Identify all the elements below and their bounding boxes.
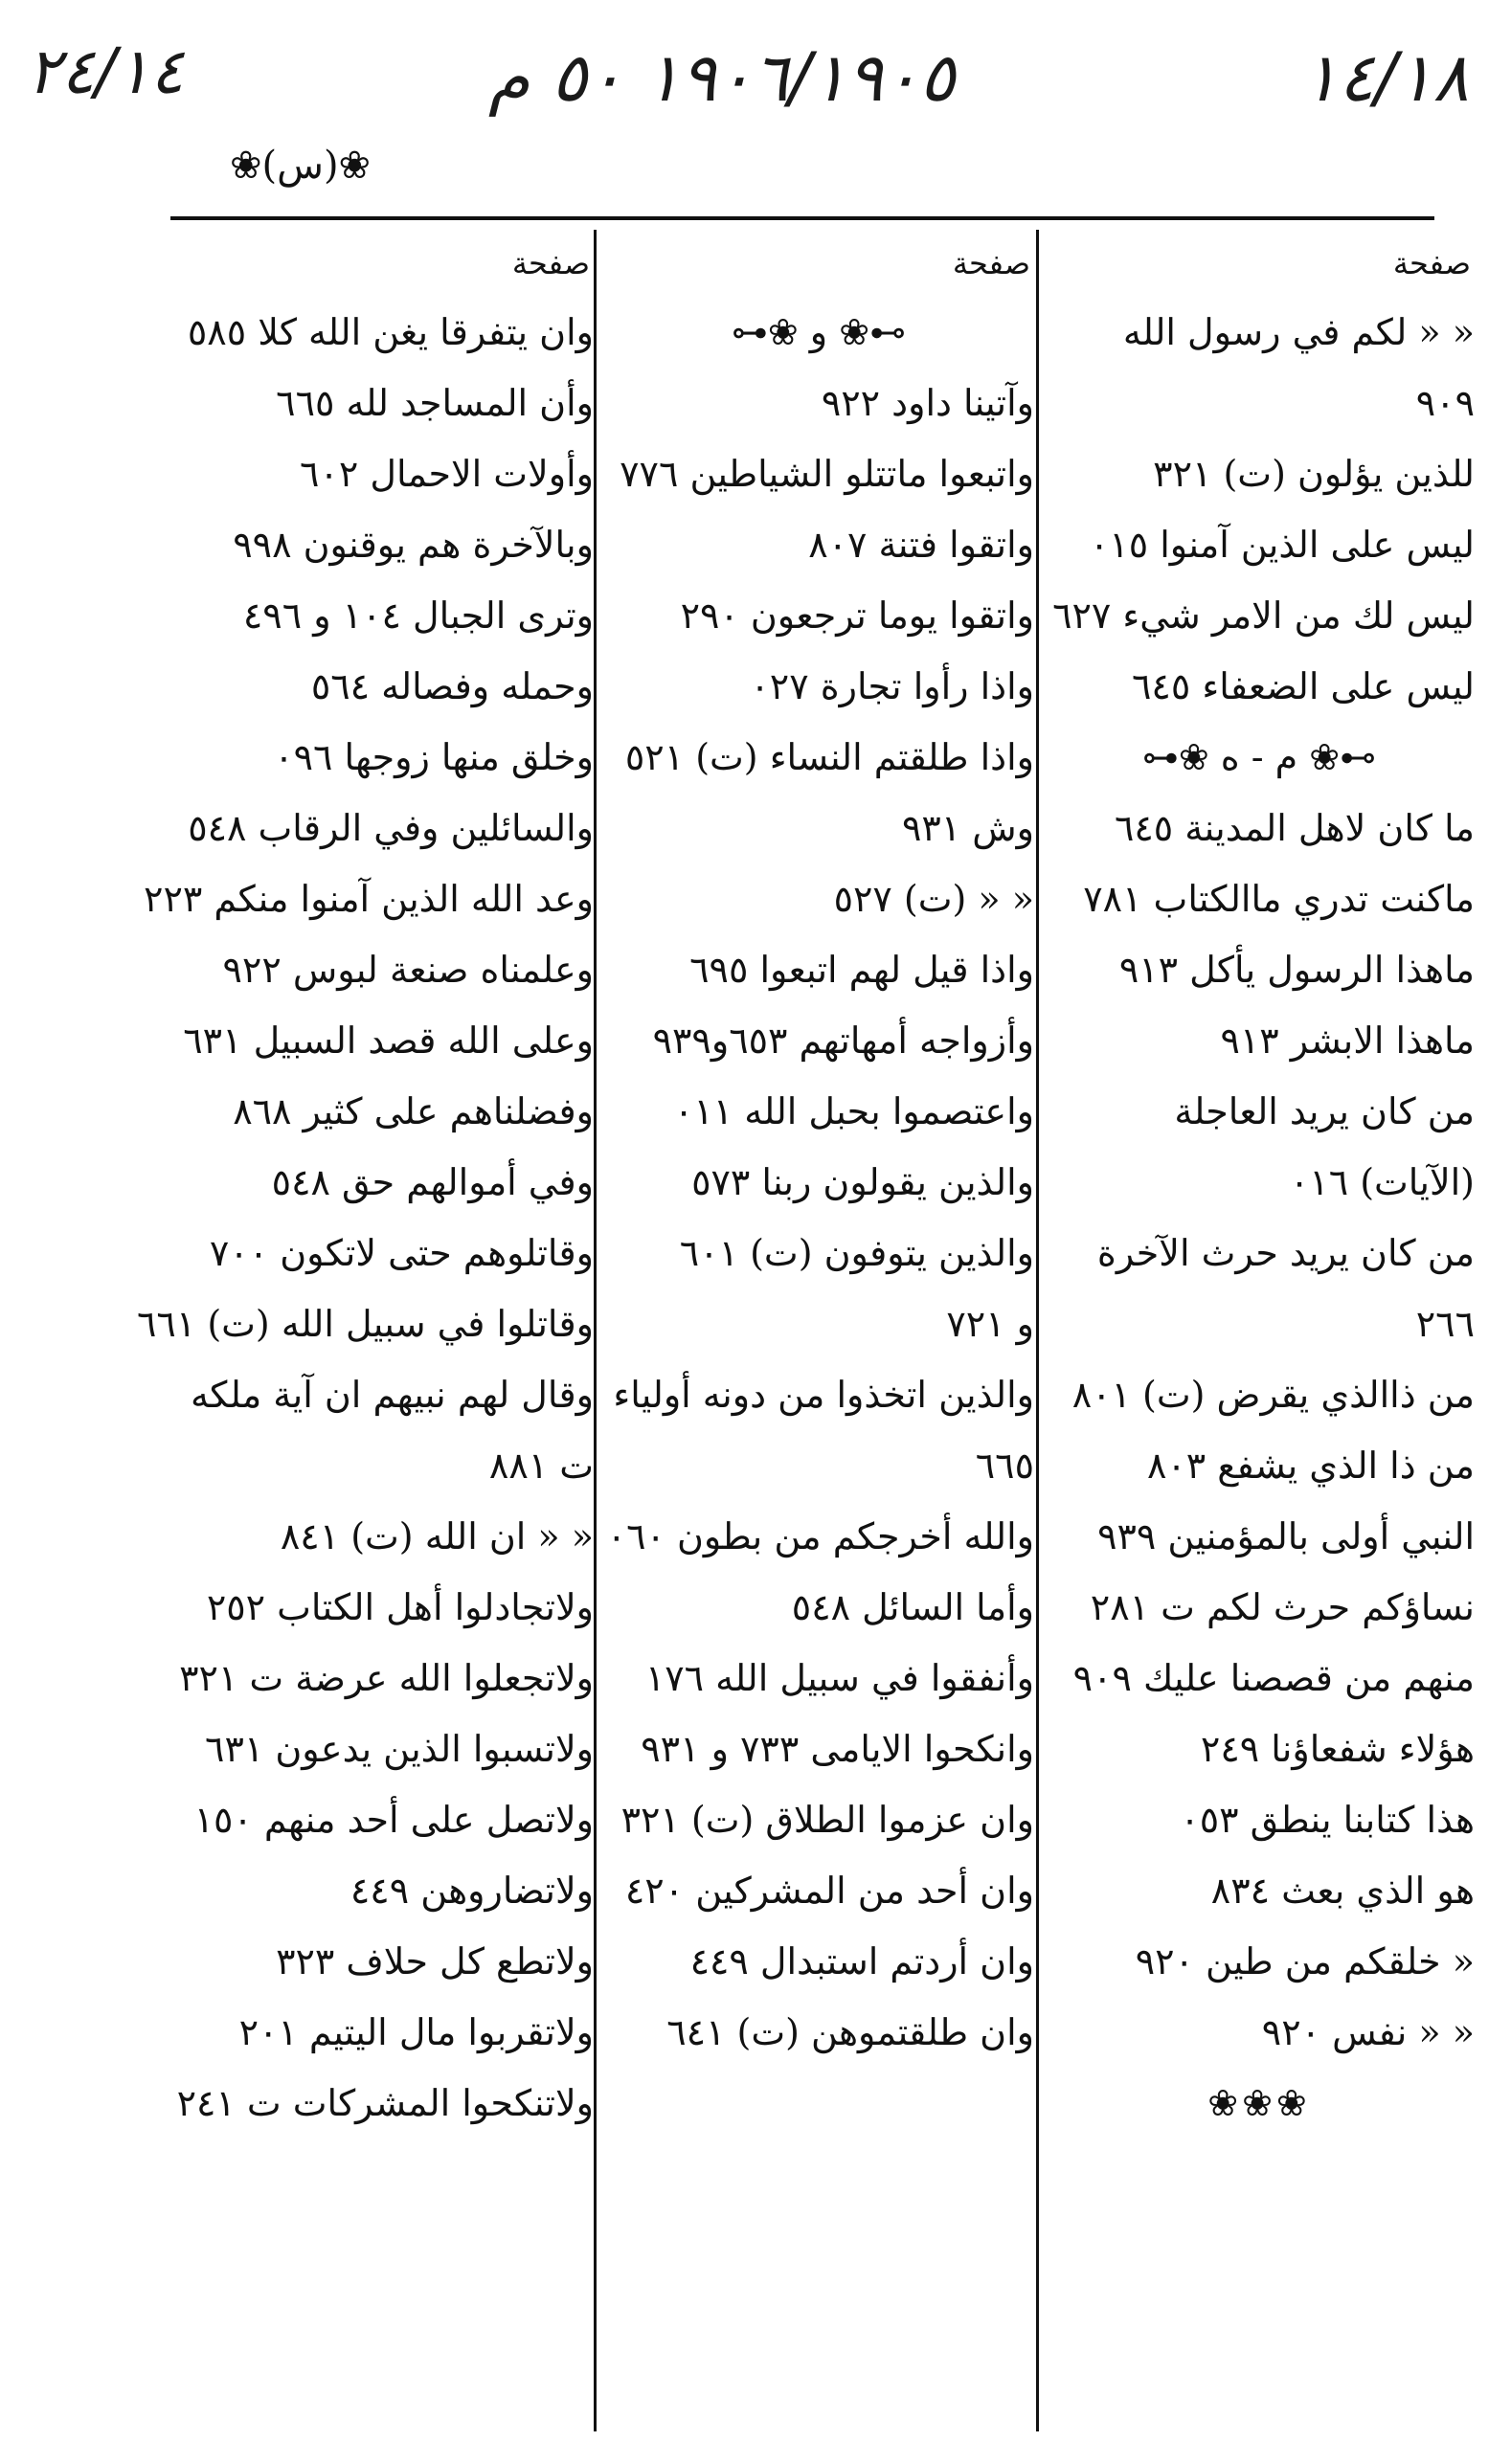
column-header: صفحة <box>511 245 590 281</box>
index-entry: ولاتجعلوا الله عرضة ت ٣٢١ <box>179 1657 594 1699</box>
index-entry: ⊶❀ و ❀⊷ <box>731 311 907 353</box>
index-entry: وان أحد من المشركين ٤٢٠ <box>624 1870 1034 1912</box>
page-signature: ❀(س)❀ <box>230 144 372 188</box>
index-entry: ٩٠٩ <box>1415 382 1475 424</box>
index-entry: وبالآخرة هم يوقنون ٩٩٨ <box>233 524 594 566</box>
index-entry: « « لكم في رسول الله <box>1122 311 1475 353</box>
index-entry: و ٧٢١ <box>946 1303 1034 1345</box>
index-entry: وترى الجبال ١٠٤ و ٤٩٦ <box>242 594 594 637</box>
index-entry: واتقوا يوما ترجعون ٢٩٠ <box>680 594 1034 637</box>
index-entry: واذا طلقتم النساء (ت) ٥٢١ <box>624 736 1034 778</box>
index-entry: هذا كتابنا ينطق ٠٥٣ <box>1180 1799 1475 1841</box>
entry-list <box>137 297 594 2139</box>
index-entry: وقال لهم نبيهم ان آية ملكه <box>190 1374 594 1416</box>
index-entry: وان طلقتموهن (ت) ٦٤١ <box>666 2011 1034 2053</box>
index-entry: ولاتصل على أحد منهم ١٥٠ <box>193 1799 594 1841</box>
index-entry: وقاتلوهم حتى لاتكون ٧٠٠ <box>209 1232 594 1274</box>
index-entry: والذين يقولون ربنا ٥٧٣ <box>691 1161 1034 1203</box>
index-entry: هؤلاء شفعاؤنا ٢٤٩ <box>1200 1728 1475 1770</box>
handwritten-note-right: ١٤/١٨ <box>1302 38 1469 117</box>
index-entry: ما كان لاهل المدينة ٦٤٥ <box>1114 807 1475 849</box>
index-entry: هو الذي بعث ٨٣٤ <box>1210 1870 1475 1912</box>
index-entry: ولاتقربوا مال اليتيم ٢٠١ <box>238 2011 594 2053</box>
index-entry: وان يتفرقا يغن الله كلا ٥٨٥ <box>187 311 594 353</box>
index-entry: نساؤكم حرث لكم ت ٢٨١ <box>1090 1586 1475 1628</box>
top-rule <box>170 216 1434 220</box>
entry-list <box>1044 297 1475 2139</box>
index-entry: وان عزموا الطلاق (ت) ٣٢١ <box>620 1799 1034 1841</box>
index-entry: ليس لك من الامر شيء ٦٢٧ <box>1052 594 1475 637</box>
index-entry: من كان يريد العاجلة <box>1174 1090 1475 1132</box>
index-entry: ولاتسبوا الذين يدعون ٦٣١ <box>205 1728 594 1770</box>
index-entry: واعتصموا بحبل الله ٠١١ <box>673 1090 1034 1132</box>
index-entry: من ذاالذي يقرض (ت) ٨٠١ <box>1071 1374 1475 1416</box>
index-entry: واذا قيل لهم اتبعوا ٦٩٥ <box>689 949 1034 991</box>
index-entry: واذا رأوا تجارة ٠٢٧ <box>750 665 1034 707</box>
index-entry: (الآيات) ٠١٦ <box>1289 1161 1475 1203</box>
index-column-right <box>1044 230 1475 2431</box>
handwritten-note-left: ٢٤/١٤ <box>27 34 185 108</box>
index-entry: وأزواجه أمهاتهم ٦٥٣و٩٣٩ <box>652 1019 1034 1062</box>
index-entry: وآتينا داود ٩٢٢ <box>821 382 1034 424</box>
index-entry: « « (ت) ٥٢٧ <box>833 878 1034 920</box>
index-entry: وفضلناهم على كثير ٨٦٨ <box>233 1090 594 1132</box>
index-entry: ٦٦٥ <box>975 1445 1034 1487</box>
column-header: صفحة <box>952 245 1030 281</box>
index-entry: ٢٦٦ <box>1415 1303 1475 1345</box>
index-entry: وأما السائل ٥٤٨ <box>791 1586 1034 1628</box>
index-entry: وان أردتم استبدال ٤٤٩ <box>689 1940 1034 1982</box>
column-separator <box>594 230 597 2431</box>
index-entry: ماهذا الرسول يأكل ٩١٣ <box>1118 949 1475 991</box>
handwritten-note-middle: ١٩٠٦/١٩٠٥ ٥٠ م <box>488 38 956 117</box>
index-entry: ولاتنكحوا المشركات ت ٢٤١ <box>176 2082 594 2124</box>
index-entry: والله أخرجكم من بطون ٠٦٠ <box>606 1515 1034 1557</box>
column-separator <box>1036 230 1039 2431</box>
index-entry: ولاتطع كل حلاف ٣٢٣ <box>276 1940 594 1982</box>
entry-list <box>603 297 1034 2068</box>
index-entry: من ذا الذي يشفع ٨٠٣ <box>1146 1445 1475 1487</box>
index-entry: ليس على الذين آمنوا ٠١٥ <box>1089 524 1475 566</box>
index-entry: ولاتضاروهن ٤٤٩ <box>350 1870 594 1912</box>
index-entry: « خلقكم من طين ٩٢٠ <box>1135 1940 1475 1982</box>
index-entry: ماهذا الابشر ٩١٣ <box>1220 1019 1475 1062</box>
index-entry: ولاتجادلوا أهل الكتاب ٢٥٢ <box>206 1586 594 1628</box>
index-entry: وخلق منها زوجها ٠٩٦ <box>274 736 594 778</box>
index-entry: « « ان الله (ت) ٨٤١ <box>280 1515 594 1557</box>
index-entry: واتقوا فتنة ٨٠٧ <box>808 524 1034 566</box>
index-entry: وفي أموالهم حق ٥٤٨ <box>271 1161 594 1203</box>
index-entry: والذين اتخذوا من دونه أولياء <box>613 1374 1034 1416</box>
index-entry: وعلى الله قصد السبيل ٦٣١ <box>183 1019 594 1062</box>
index-entry: وأنفقوا في سبيل الله ١٧٦ <box>644 1657 1034 1699</box>
index-entry: وحمله وفصاله ٥٦٤ <box>310 665 594 707</box>
index-column-middle <box>603 230 1034 2431</box>
index-entry: « « نفس ٩٢٠ <box>1261 2011 1475 2053</box>
index-entry: واتبعوا ماتتلو الشياطين ٧٧٦ <box>620 453 1034 495</box>
index-entry: والسائلين وفي الرقاب ٥٤٨ <box>188 807 594 849</box>
index-entry: ⊶❀ م - ه ❀⊷ <box>1141 736 1377 778</box>
index-entry: ماكنت تدري ماالكتاب ٧٨١ <box>1083 878 1475 920</box>
index-entry: للذين يؤلون (ت) ٣٢١ <box>1153 453 1475 495</box>
index-entry: النبي أولى بالمؤمنين ٩٣٩ <box>1097 1515 1475 1557</box>
index-entry: ليس على الضعفاء ٦٤٥ <box>1132 665 1475 707</box>
index-entry: ❀❀❀ <box>1207 2082 1311 2124</box>
index-entry: وقاتلوا في سبيل الله (ت) ٦٦١ <box>137 1303 594 1345</box>
index-entry: ت ٨٨١ <box>488 1445 594 1487</box>
index-entry: وعد الله الذين آمنوا منكم ٢٢٣ <box>144 878 594 920</box>
index-entry: وانكحوا الايامى ٧٣٣ و ٩٣١ <box>641 1728 1034 1770</box>
index-entry: وأن المساجد لله ٦٦٥ <box>276 382 594 424</box>
index-column-left <box>137 230 594 2431</box>
index-entry: من كان يريد حرث الآخرة <box>1096 1232 1475 1274</box>
column-header: صفحة <box>1392 245 1471 281</box>
index-entry: وعلمناه صنعة لبوس ٩٢٢ <box>222 949 594 991</box>
index-entry: وش ٩٣١ <box>901 807 1034 849</box>
index-entry: منهم من قصصنا عليك ٩٠٩ <box>1072 1657 1475 1699</box>
index-entry: والذين يتوفون (ت) ٦٠١ <box>679 1232 1034 1274</box>
index-entry: وأولات الاحمال ٦٠٢ <box>300 453 594 495</box>
